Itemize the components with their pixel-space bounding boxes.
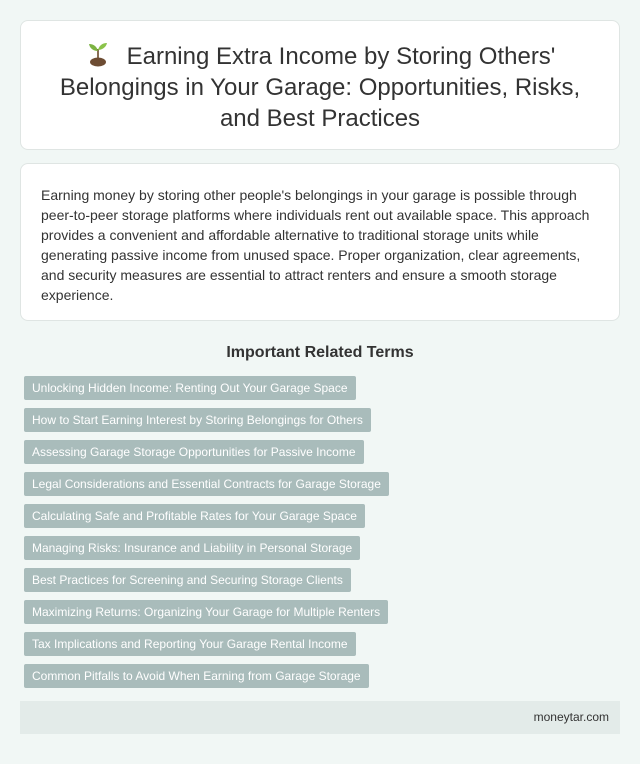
related-term-link[interactable]: Managing Risks: Insurance and Liability in Personal Storage <box>24 536 360 560</box>
summary-card <box>20 163 620 321</box>
related-term-link[interactable]: Maximizing Returns: Organizing Your Garage for Multiple Renters <box>24 600 388 624</box>
related-term-link[interactable]: Best Practices for Screening and Securing Storage Clients <box>24 568 351 592</box>
related-term-link[interactable]: Assessing Garage Storage Opportunities for Passive Income <box>24 440 364 464</box>
title-text: Earning Extra Income by Storing Others' Belongings in Your Garage: Opportunities, Risks, and Best Practices <box>59 43 581 132</box>
footer <box>20 701 620 734</box>
related-term-link[interactable]: Calculating Safe and Profitable Rates for Your Garage Space <box>24 504 365 528</box>
footer-site-link[interactable]: moneytar.com <box>533 710 609 724</box>
related-term-link[interactable]: Unlocking Hidden Income: Renting Out Your Garage Space <box>24 376 356 400</box>
title-card <box>20 20 620 150</box>
related-term-link[interactable]: Legal Considerations and Essential Contracts for Garage Storage <box>24 472 389 496</box>
related-term-link[interactable]: How to Start Earning Interest by Storing Belongings for Others <box>24 408 371 432</box>
related-term-link[interactable]: Tax Implications and Reporting Your Garage Rental Income <box>24 632 356 656</box>
related-term-link[interactable]: Common Pitfalls to Avoid When Earning from Garage Storage <box>24 664 369 688</box>
related-terms-heading: Important Related Terms <box>226 344 414 361</box>
summary-text: Earning money by storing other people's belongings in your garage is possible through peer-to-peer storage platforms where individuals rent out available space. This approach provides a convenient and affordable alternative to traditional storage units while generating passive income from unused space. Proper organization, clear agreements, and security measures are essential to attract renters and ensure a smooth storage experience. <box>41 187 590 303</box>
related-terms-list <box>0 376 640 688</box>
page-title <box>51 41 589 134</box>
sprout-icon <box>85 41 111 67</box>
